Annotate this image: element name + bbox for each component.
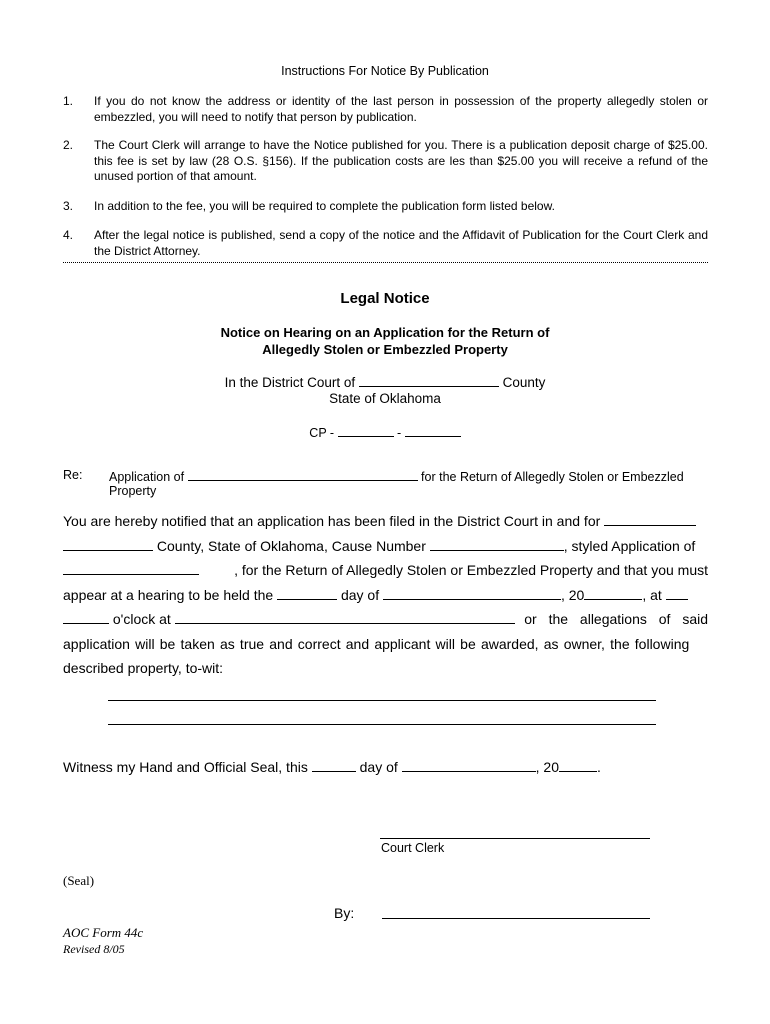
instruction-number: 2. [63, 138, 74, 152]
witness-period: . [597, 759, 601, 775]
instruction-text: If you do not know the address or identity of the last person in possession of the property allegedly stolen or embezzled, you will need to notify that person by publication. [94, 94, 708, 124]
body-text: You are hereby notified that an application has been filed in the District Court in and for [63, 513, 601, 529]
cause-number-blank[interactable] [430, 538, 564, 551]
form-id: AOC Form 44c [63, 925, 144, 940]
body-line-6: application will be taken as true and correct and applicant will be awarded, as owner, the following [63, 636, 690, 652]
instruction-number: 1. [63, 94, 74, 108]
seal-label: (Seal) [63, 873, 95, 888]
styled-application-blank[interactable] [63, 562, 199, 575]
body-text: appear at a hearing to be held the [63, 587, 274, 603]
property-description-line-2[interactable] [108, 724, 656, 725]
notice-subtitle-line-1: Notice on Hearing on an Application for the Return of [220, 325, 550, 340]
court-clerk-label: Court Clerk [381, 841, 445, 855]
cp-prefix: CP - [309, 426, 335, 440]
court-clerk-signature-line[interactable] [380, 838, 650, 839]
body-text: day of [340, 587, 380, 603]
re-line-1 [109, 468, 684, 484]
applicant-blank[interactable] [188, 468, 418, 481]
body-line-3 [63, 562, 708, 578]
witness-month-blank[interactable] [402, 759, 536, 772]
cp-number-line [0, 424, 770, 440]
re-prefix: Application of [109, 470, 185, 484]
court-prefix: In the District Court of [224, 375, 356, 390]
district-court-line [0, 374, 770, 390]
district-blank[interactable] [604, 513, 696, 526]
witness-year-blank[interactable] [559, 759, 597, 772]
court-suffix: County [502, 375, 546, 390]
body-text: County, State of Oklahoma, Cause Number [156, 538, 426, 554]
hearing-time-blank[interactable] [63, 611, 109, 624]
instructions-heading: Instructions For Notice By Publication [281, 64, 489, 78]
instruction-text: In addition to the fee, you will be required to complete the publication form listed below. [94, 199, 555, 213]
notice-subtitle-line-2: Allegedly Stolen or Embezzled Property [262, 342, 508, 357]
re-line-2: Property [109, 484, 157, 498]
re-label: Re: [63, 468, 83, 482]
body-text: , 20 [560, 587, 585, 603]
hearing-day-blank[interactable] [277, 587, 337, 600]
hearing-hour-blank[interactable] [666, 587, 688, 600]
deputy-signature-line[interactable] [382, 918, 650, 919]
by-label: By: [334, 905, 355, 921]
hearing-month-blank[interactable] [383, 587, 561, 600]
witness-day-of: day of [359, 759, 398, 775]
body-line-5 [63, 611, 708, 627]
body-line-4 [63, 587, 708, 603]
instruction-number: 3. [63, 199, 74, 213]
instruction-text: The Court Clerk will arrange to have the Notice published for you. There is a publication deposit charge of $25.00. this fee is set by law (28 O.S. §156). If the publication costs are les than $25.00 you will receive a refund of the unused portion of that amount. [94, 138, 708, 183]
county-blank[interactable] [359, 374, 499, 387]
body-text: o'clock at [112, 611, 171, 627]
instruction-text: After the legal notice is published, send a copy of the notice and the Affidavit of Publication for the Court Clerk and the District Attorney. [94, 228, 708, 258]
instruction-number: 4. [63, 228, 74, 242]
body-line-1 [63, 513, 708, 529]
body-text: , for the Return of Allegedly Stolen or Embezzled Property and that you must [234, 562, 708, 578]
cp-separator: - [397, 426, 402, 440]
witness-line [63, 759, 601, 775]
witness-prefix: Witness my Hand and Official Seal, this [63, 759, 308, 775]
legal-notice-heading: Legal Notice [340, 290, 430, 307]
form-revision: Revised 8/05 [63, 942, 125, 956]
body-text: , at [642, 587, 662, 603]
witness-year-prefix: , 20 [535, 759, 560, 775]
body-line-7: described property, to-wit: [63, 660, 224, 676]
body-text: , styled Application of [563, 538, 696, 554]
body-line-2 [63, 538, 708, 554]
property-description-line-1[interactable] [108, 700, 656, 701]
cp-year-blank[interactable] [338, 424, 394, 437]
cp-number-blank[interactable] [405, 424, 461, 437]
body-text: or the allegations of said [524, 611, 708, 627]
hearing-location-blank[interactable] [175, 611, 515, 624]
witness-day-blank[interactable] [312, 759, 356, 772]
dotted-divider [63, 262, 708, 264]
re-suffix: for the Return of Allegedly Stolen or Embezzled [421, 470, 684, 484]
hearing-year-blank[interactable] [584, 587, 642, 600]
county-name-blank[interactable] [63, 538, 153, 551]
state-line: State of Oklahoma [329, 391, 441, 406]
